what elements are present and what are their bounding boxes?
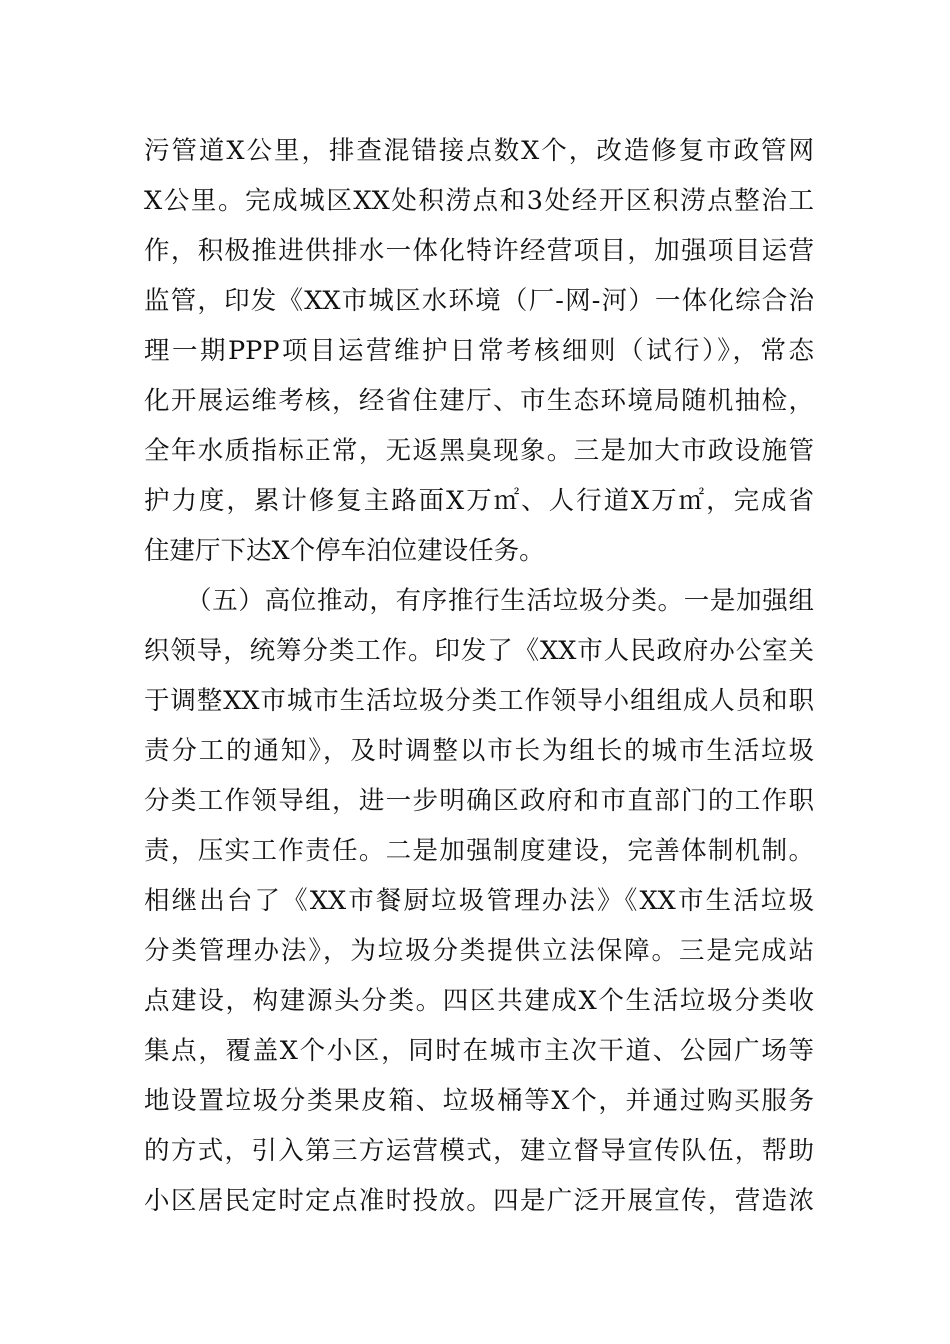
paragraph-line: 化开展运维考核，经省住建厅、市生态环境局随机抽检， <box>144 386 814 416</box>
paragraph-line: 点建设，构建源头分类。四区共建成X个生活垃圾分类收 <box>144 986 814 1016</box>
paragraph-line: 集点，覆盖X个小区，同时在城市主次干道、公园广场等 <box>144 1036 814 1066</box>
paragraph-line: 分类工作领导组，进一步明确区政府和市直部门的工作职 <box>144 786 814 816</box>
paragraph-line: 监管，印发《XX市城区水环境（厂-网-河）一体化综合治 <box>144 286 814 316</box>
paragraph-line: 理一期PPP项目运营维护日常考核细则（试行）》，常态 <box>144 336 814 366</box>
paragraph-line: 污管道X公里，排查混错接点数X个，改造修复市政管网 <box>144 136 814 166</box>
paragraph-line: 织领导，统筹分类工作。印发了《XX市人民政府办公室关 <box>144 636 814 666</box>
paragraph-line: 全年水质指标正常，无返黑臭现象。三是加大市政设施管 <box>144 436 814 466</box>
paragraph-line: 小区居民定时定点准时投放。四是广泛开展宣传，营造浓 <box>144 1186 814 1216</box>
paragraph-line: 地设置垃圾分类果皮箱、垃圾桶等X个，并通过购买服务 <box>144 1086 814 1116</box>
section-heading-line: （五）高位推动，有序推行生活垃圾分类。一是加强组 <box>186 586 814 616</box>
paragraph-line: X公里。完成城区XX处积涝点和3处经开区积涝点整治工 <box>144 186 814 216</box>
paragraph-line: 分类管理办法》，为垃圾分类提供立法保障。三是完成站 <box>144 936 814 966</box>
paragraph-line: 责分工的通知》，及时调整以市长为组长的城市生活垃圾 <box>144 736 814 766</box>
paragraph-line: 护力度，累计修复主路面X万㎡、人行道X万㎡，完成省 <box>144 486 814 516</box>
paragraph-line: 作，积极推进供排水一体化特许经营项目，加强项目运营 <box>144 236 814 266</box>
paragraph-line: 相继出台了《XX市餐厨垃圾管理办法》《XX市生活垃圾 <box>144 886 814 916</box>
document-body <box>144 126 814 1226</box>
paragraph-line: 的方式，引入第三方运营模式，建立督导宣传队伍，帮助 <box>144 1136 814 1166</box>
paragraph-line: 住建厅下达X个停车泊位建设任务。 <box>144 536 545 566</box>
paragraph-line: 于调整XX市城市生活垃圾分类工作领导小组组成人员和职 <box>144 686 814 716</box>
paragraph-line: 责，压实工作责任。二是加强制度建设，完善体制机制。 <box>144 836 814 866</box>
